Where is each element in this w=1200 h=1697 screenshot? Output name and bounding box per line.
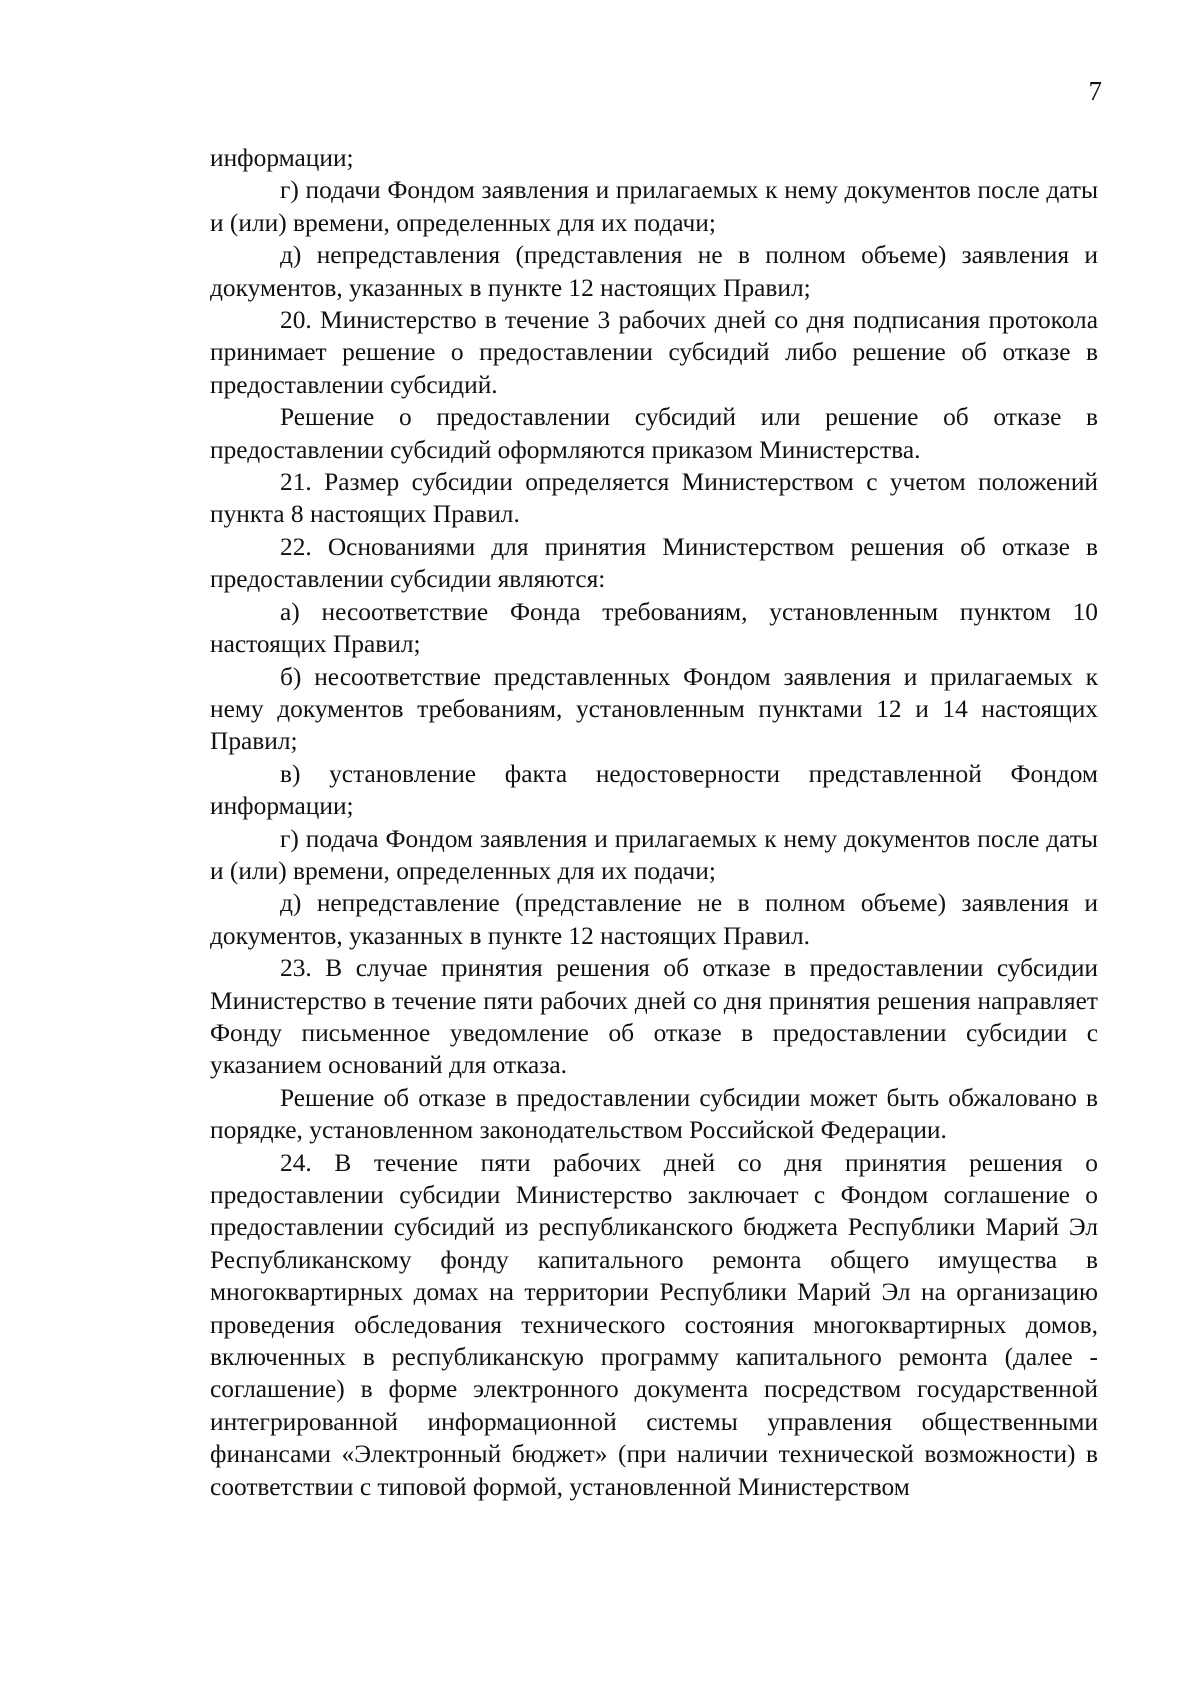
paragraph-clause-20: 20. Министерство в течение 3 рабочих дней со дня подписания протокола принимает решение о предоставлении субсидий либо решение об отказе в предоставлении субсидий.	[210, 306, 1098, 399]
paragraph-clause-21: 21. Размер субсидии определяется Министерством с учетом положений пункта 8 настоящих Правил.	[210, 468, 1098, 529]
paragraph-item-d: д) непредставления (представления не в полном объеме) заявления и документов, указанных в пункте 12 настоящих Правил;	[210, 241, 1098, 302]
paragraph-clause-22-b: б) несоответствие представленных Фондом заявления и прилагаемых к нему документов требованиям, установленным пунктами 12 и 14 настоящих Правил;	[210, 662, 1098, 756]
paragraph-clause-20-decision: Решение о предоставлении субсидий или решение об отказе в предоставлении субсидий оформляются приказом Министерства.	[210, 403, 1098, 464]
paragraph-clause-22-d: д) непредставление (представление не в полном объеме) заявления и документов, указанных в пункте 12 настоящих Правил.	[210, 889, 1098, 950]
paragraph-clause-22-a: а) несоответствие Фонда требованиям, установленным пунктом 10 настоящих Правил;	[210, 597, 1098, 659]
page-number: 7	[1088, 76, 1102, 106]
paragraph-clause-23: 23. В случае принятия решения об отказе в предоставлении субсидии Министерство в течение пяти рабочих дней со дня принятия решения направляет Фонду письменное уведомление об отказе в предоставлении субсидии с указанием оснований для отказа.	[210, 954, 1098, 1080]
paragraph-continuation: информации;	[210, 144, 354, 172]
paragraph-clause-24: 24. В течение пяти рабочих дней со дня принятия решения о предоставлении субсидии Министерство заключает с Фондом соглашение о предоставлении субсидий из республиканского бюджета Республики Марий Эл Республиканскому фонду капитального ремонта общего имущества в многоквартирных домах на территории Республики Марий Эл на организацию проведения обследования технического состояния многоквартирных домов, включенных в республиканскую программу капитального ремонта (далее - соглашение) в форме электронного документа посредством государственной интегрированной информационной системы управления общественными финансами «Электронный бюджет» (при наличии технической возможности) в соответствии с типовой формой, установленной Министерством	[210, 1148, 1098, 1501]
paragraph-clause-23-appeal: Решение об отказе в предоставлении субсидии может быть обжаловано в порядке, установленном законодательством Российской Федерации.	[210, 1083, 1098, 1145]
document-body	[210, 142, 1098, 1503]
paragraph-clause-22-v: в) установление факта недостоверности представленной Фондом информации;	[210, 759, 1098, 821]
paragraph-clause-22: 22. Основаниями для принятия Министерством решения об отказе в предоставлении субсидии являются:	[210, 532, 1098, 594]
paragraph-clause-22-g: г) подача Фондом заявления и прилагаемых к нему документов после даты и (или) времени, определенных для их подачи;	[210, 824, 1098, 885]
paragraph-item-g: г) подачи Фондом заявления и прилагаемых к нему документов после даты и (или) времени, определенных для их подачи;	[210, 176, 1098, 237]
